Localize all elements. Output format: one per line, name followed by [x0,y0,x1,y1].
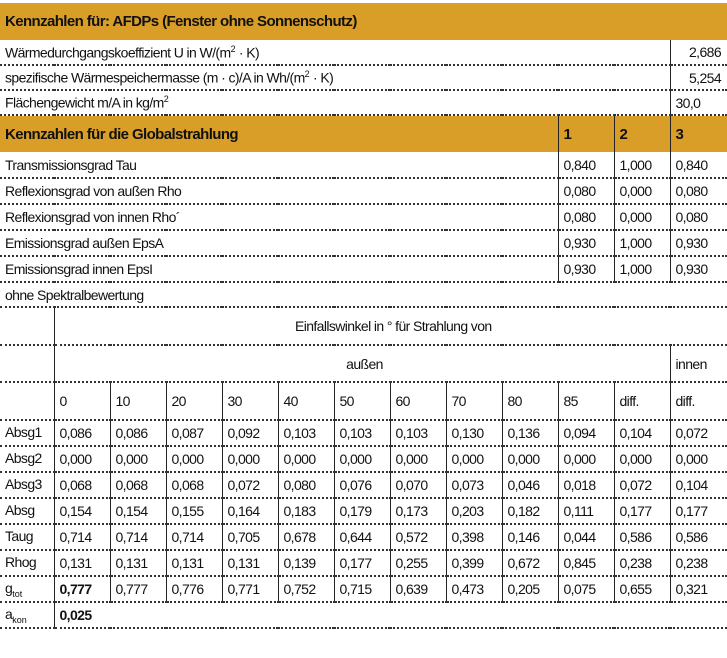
spectral-row [0,576,727,602]
global-value: 1,000 [614,230,670,256]
spectral-value: 0,398 [446,524,502,550]
global-value: 0,080 [558,204,614,230]
row-label-text: g [5,579,13,596]
angle-header: 30 [222,382,278,420]
spectral-value: 0,075 [558,576,614,602]
spectral-row-label [0,472,54,498]
angle-header: 70 [446,382,502,420]
spectral-value: 0,205 [502,576,558,602]
spectral-value: 0,399 [446,550,502,576]
akon-value: 0,025 [54,602,727,628]
spectral-value: 0,572 [390,524,446,550]
spectral-value: 0,238 [670,550,727,576]
spectral-value: 0,104 [670,472,727,498]
global-row [0,256,727,282]
spectral-value: 0,715 [334,576,390,602]
spectral-value: 0,000 [670,446,727,472]
spectral-value: 0,139 [278,550,334,576]
spectral-value: 0,094 [558,420,614,446]
spectral-value: 0,073 [446,472,502,498]
label-sup: 2 [304,69,310,80]
spectral-value: 0,586 [614,524,670,550]
spectral-row [0,446,727,472]
spectral-value: 0,777 [110,576,166,602]
spectral-value: 0,173 [390,498,446,524]
angle-header: 80 [502,382,558,420]
global-value: 0,000 [614,178,670,204]
spectral-row [0,550,727,576]
spectral-value: 0,177 [670,498,727,524]
global-value: 0,930 [558,256,614,282]
global-row [0,152,727,178]
angle-header: 40 [278,382,334,420]
spectral-value: 0,018 [558,472,614,498]
spectral-value: 0,068 [110,472,166,498]
global-value: 0,840 [670,152,727,178]
spectral-value: 0,177 [614,498,670,524]
spectral-value: 0,182 [502,498,558,524]
spectral-value: 0,000 [334,446,390,472]
row-label-text: Absg [5,501,35,518]
spectral-value: 0,131 [222,550,278,576]
global-row-label: Reflexionsgrad von innen Rho´ [0,204,558,230]
spectral-value: 0,714 [110,524,166,550]
spectral-value: 0,103 [334,420,390,446]
property-row [0,65,727,90]
spectral-row-label [0,498,54,524]
spectral-value: 0,000 [502,446,558,472]
row-label-text: Absg1 [5,423,42,440]
spectral-value: 0,777 [54,576,110,602]
spectral-value: 0,655 [614,576,670,602]
outside-label: außen [54,345,670,382]
spectral-value: 0,177 [334,550,390,576]
spectral-row-label [0,446,54,472]
spectral-row [0,524,727,550]
spectral-value: 0,131 [54,550,110,576]
label-text: Flächengewicht m/A in kg/m [5,94,164,111]
spectral-value: 0,321 [670,576,727,602]
global-value: 0,080 [670,204,727,230]
property-row [0,90,727,115]
angle-header: diff. [614,382,670,420]
global-value: 1,000 [614,256,670,282]
spectral-row-label [0,550,54,576]
global-row [0,204,727,230]
spectral-value: 0,776 [166,576,222,602]
angle-group-title: Einfallswinkel in ° für Strahlung von [54,307,727,345]
property-label [0,65,670,90]
global-value: 0,080 [558,178,614,204]
spectral-value: 0,473 [446,576,502,602]
row-label-text: Absg2 [5,449,42,466]
property-value: 30,0 [670,90,727,115]
property-row [0,40,727,65]
akon-label: $a_{kon}$ [0,602,54,628]
global-value: 0,930 [670,256,727,282]
spectral-value: 0,070 [390,472,446,498]
global-value: 0,080 [670,178,727,204]
row-label-text: Taug [5,527,33,544]
global-row-label: Transmissionsgrad Tau [0,152,558,178]
spectral-value: 0,164 [222,498,278,524]
label-end: · K) [235,44,260,61]
spectral-value: 0,103 [278,420,334,446]
row-label-text: Absg3 [5,475,42,492]
angle-header: 60 [390,382,446,420]
global-title: Kennzahlen für die Globalstrahlung [0,115,558,152]
spectral-value: 0,076 [334,472,390,498]
global-row [0,230,727,256]
kennzahlen-sheet [0,3,727,629]
spectral-value: 0,639 [390,576,446,602]
spectral-value: 0,131 [166,550,222,576]
spectral-value: 0,087 [166,420,222,446]
spectral-value: 0,678 [278,524,334,550]
spectral-value: 0,086 [54,420,110,446]
global-value: 0,000 [614,204,670,230]
spectral-value: 0,136 [502,420,558,446]
angle-header: diff. [670,382,727,420]
global-value: 0,930 [558,230,614,256]
spectral-value: 0,000 [614,446,670,472]
angle-header: 85 [558,382,614,420]
property-value: 2,686 [670,40,727,65]
spectral-value: 0,000 [166,446,222,472]
angle-header: 50 [334,382,390,420]
row-label-sub: tot [12,588,23,599]
spectral-value: 0,771 [222,576,278,602]
spectral-value: 0,000 [558,446,614,472]
angle-header: 20 [166,382,222,420]
spectral-row [0,420,727,446]
spectral-value: 0,586 [670,524,727,550]
spectral-value: 0,046 [502,472,558,498]
spectral-value: 0,000 [278,446,334,472]
spectral-value: 0,092 [222,420,278,446]
spectral-value: 0,104 [614,420,670,446]
spectral-value: 0,845 [558,550,614,576]
angle-header: 0 [54,382,110,420]
property-value: 5,254 [670,65,727,90]
inside-label: innen [670,345,727,382]
spectral-value: 0,068 [166,472,222,498]
spectral-row [0,498,727,524]
global-row-label: Reflexionsgrad von außen Rho [0,178,558,204]
property-label [0,90,670,115]
spectral-value: 0,072 [670,420,727,446]
spectral-value: 0,086 [110,420,166,446]
label-text: Wärmedurchgangskoeffizient U in W/(m [5,44,231,61]
spectral-value: 0,238 [614,550,670,576]
spectral-value: 0,068 [54,472,110,498]
spectral-row-label [0,420,54,446]
spectral-value: 0,044 [558,524,614,550]
spectral-value: 0,705 [222,524,278,550]
spectral-value: 0,644 [334,524,390,550]
spectral-value: 0,000 [110,446,166,472]
global-col-3: 3 [670,115,727,152]
properties-table [0,3,727,629]
global-col-2: 2 [614,115,670,152]
spectral-value: 0,154 [54,498,110,524]
spectral-value: 0,103 [390,420,446,446]
spectral-value: 0,203 [446,498,502,524]
header-title: Kennzahlen für: AFDPs (Fenster ohne Sonnenschutz) [0,3,727,40]
spectral-row [0,472,727,498]
spectral-value: 0,255 [390,550,446,576]
label-sup: 2 [230,43,236,54]
spectral-value: 0,752 [278,576,334,602]
label-sup: 2 [163,94,169,105]
spectral-value: 0,183 [278,498,334,524]
label-end: · K) [309,69,334,86]
spectral-value: 0,131 [110,550,166,576]
spectral-value: 0,130 [446,420,502,446]
global-value: 0,840 [558,152,614,178]
global-row-label: Emissionsgrad innen EpsI [0,256,558,282]
spectral-value: 0,146 [502,524,558,550]
spectral-value: 0,179 [334,498,390,524]
spectral-value: 0,000 [446,446,502,472]
property-label [0,40,670,65]
spectral-value: 0,000 [54,446,110,472]
spectral-value: 0,672 [502,550,558,576]
global-col-1: 1 [558,115,614,152]
global-value: 1,000 [614,152,670,178]
angle-header: 10 [110,382,166,420]
spectral-value: 0,155 [166,498,222,524]
spectral-value: 0,154 [110,498,166,524]
global-row-label: Emissionsgrad außen EpsA [0,230,558,256]
spectral-value: 0,000 [390,446,446,472]
spectral-row-label [0,576,54,602]
spectral-value: 0,080 [278,472,334,498]
row-label-text: Rhog [5,553,37,570]
spectral-value: 0,714 [166,524,222,550]
spectral-value: 0,111 [558,498,614,524]
global-value: 0,930 [670,230,727,256]
label-text: spezifische Wärmespeichermasse (m · c)/A in Wh/(m [5,69,305,86]
spectral-value: 0,072 [614,472,670,498]
spectral-note: ohne Spektralbewertung [0,282,727,307]
global-row [0,178,727,204]
spectral-value: 0,714 [54,524,110,550]
spectral-row-label [0,524,54,550]
spectral-value: 0,000 [222,446,278,472]
spectral-value: 0,072 [222,472,278,498]
